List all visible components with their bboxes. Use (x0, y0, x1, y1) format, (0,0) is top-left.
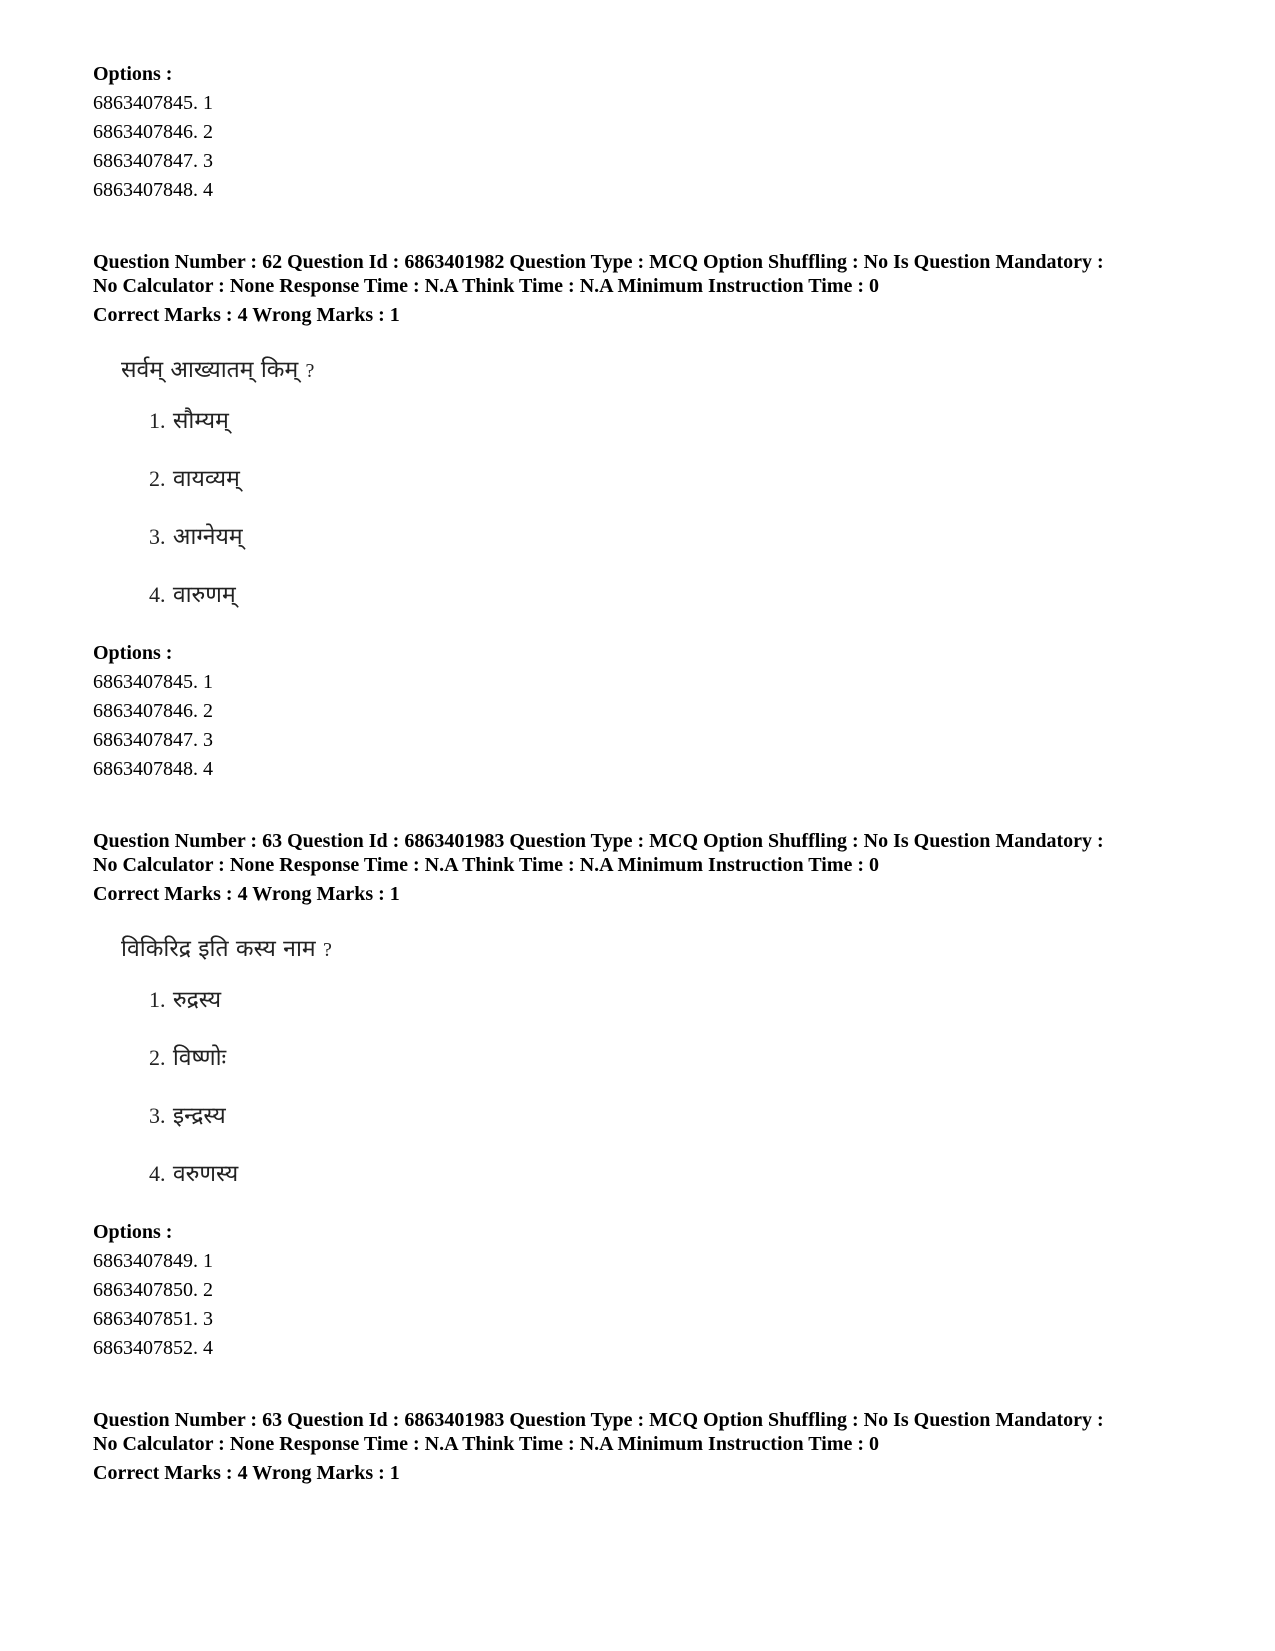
document-page (93, 60, 1193, 1486)
question-text (121, 927, 1193, 971)
question-text-content: विकिरिद्र इति कस्य नाम (121, 936, 316, 962)
answer-choice (149, 971, 1193, 1029)
question-mark: ? (305, 360, 315, 382)
choice-number: 3. (149, 524, 166, 549)
choice-text: रुद्रस्य (172, 987, 222, 1013)
choice-text: वारुणम् (172, 582, 236, 608)
option-line: 6863407851. 3 (93, 1308, 213, 1330)
option-line: 6863407847. 3 (93, 729, 213, 751)
option-line: 6863407849. 1 (93, 1250, 213, 1272)
choice-number: 1. (149, 987, 166, 1012)
question-mark: ? (322, 939, 332, 961)
question-meta-line: Question Number : 63 Question Id : 6863401983 Question Type : MCQ Option Shuffling : No Is Question Mandatory : (93, 1409, 1104, 1431)
option-line: 6863407852. 4 (93, 1337, 213, 1359)
answer-choice (149, 1145, 1193, 1203)
options-label: Options : (93, 63, 173, 85)
option-line: 6863407847. 3 (93, 150, 213, 172)
choice-text: सौम्यम् (172, 408, 229, 434)
option-line: 6863407848. 4 (93, 758, 213, 780)
question-meta-line: Question Number : 62 Question Id : 6863401982 Question Type : MCQ Option Shuffling : No Is Question Mandatory : (93, 251, 1104, 273)
options-label: Options : (93, 642, 173, 664)
answer-choice (149, 566, 1193, 624)
question-meta-line: No Calculator : None Response Time : N.A Think Time : N.A Minimum Instruction Time : 0 (93, 1433, 879, 1455)
choice-text: वायव्यम् (172, 466, 240, 492)
question-body-62 (121, 348, 1193, 624)
option-line: 6863407846. 2 (93, 121, 213, 143)
answer-choice (149, 1087, 1193, 1145)
choice-text: आग्नेयम् (172, 524, 243, 550)
question-header-63 (93, 829, 1193, 907)
question-meta-line: No Calculator : None Response Time : N.A Think Time : N.A Minimum Instruction Time : 0 (93, 275, 879, 297)
options-label: Options : (93, 1221, 173, 1243)
marks-line: Correct Marks : 4 Wrong Marks : 1 (93, 1462, 400, 1484)
question-body-63 (121, 927, 1193, 1203)
choice-number: 4. (149, 1161, 166, 1186)
choice-number: 3. (149, 1103, 166, 1128)
answer-choice (149, 1029, 1193, 1087)
choice-text: इन्द्रस्य (172, 1103, 226, 1129)
question-header-62 (93, 250, 1193, 328)
question-meta-line: No Calculator : None Response Time : N.A Think Time : N.A Minimum Instruction Time : 0 (93, 854, 879, 876)
option-line: 6863407845. 1 (93, 92, 213, 114)
options-block-62 (93, 639, 1193, 784)
option-line: 6863407850. 2 (93, 1279, 213, 1301)
choice-number: 1. (149, 408, 166, 433)
answer-choice (149, 392, 1193, 450)
choice-text: वरुणस्य (172, 1161, 239, 1187)
marks-line: Correct Marks : 4 Wrong Marks : 1 (93, 883, 400, 905)
answer-choice (149, 450, 1193, 508)
choice-number: 4. (149, 582, 166, 607)
option-line: 6863407846. 2 (93, 700, 213, 722)
choice-text: विष्णोः (172, 1045, 227, 1071)
question-text (121, 348, 1193, 392)
choice-number: 2. (149, 466, 166, 491)
answer-choice (149, 508, 1193, 566)
option-line: 6863407845. 1 (93, 671, 213, 693)
choice-number: 2. (149, 1045, 166, 1070)
question-header-63-repeat (93, 1408, 1193, 1486)
question-text-content: सर्वम् आख्यातम् किम् (121, 357, 299, 383)
marks-line: Correct Marks : 4 Wrong Marks : 1 (93, 304, 400, 326)
options-block-previous (93, 60, 1193, 205)
question-meta-line: Question Number : 63 Question Id : 6863401983 Question Type : MCQ Option Shuffling : No Is Question Mandatory : (93, 830, 1104, 852)
options-block-63 (93, 1218, 1193, 1363)
option-line: 6863407848. 4 (93, 179, 213, 201)
